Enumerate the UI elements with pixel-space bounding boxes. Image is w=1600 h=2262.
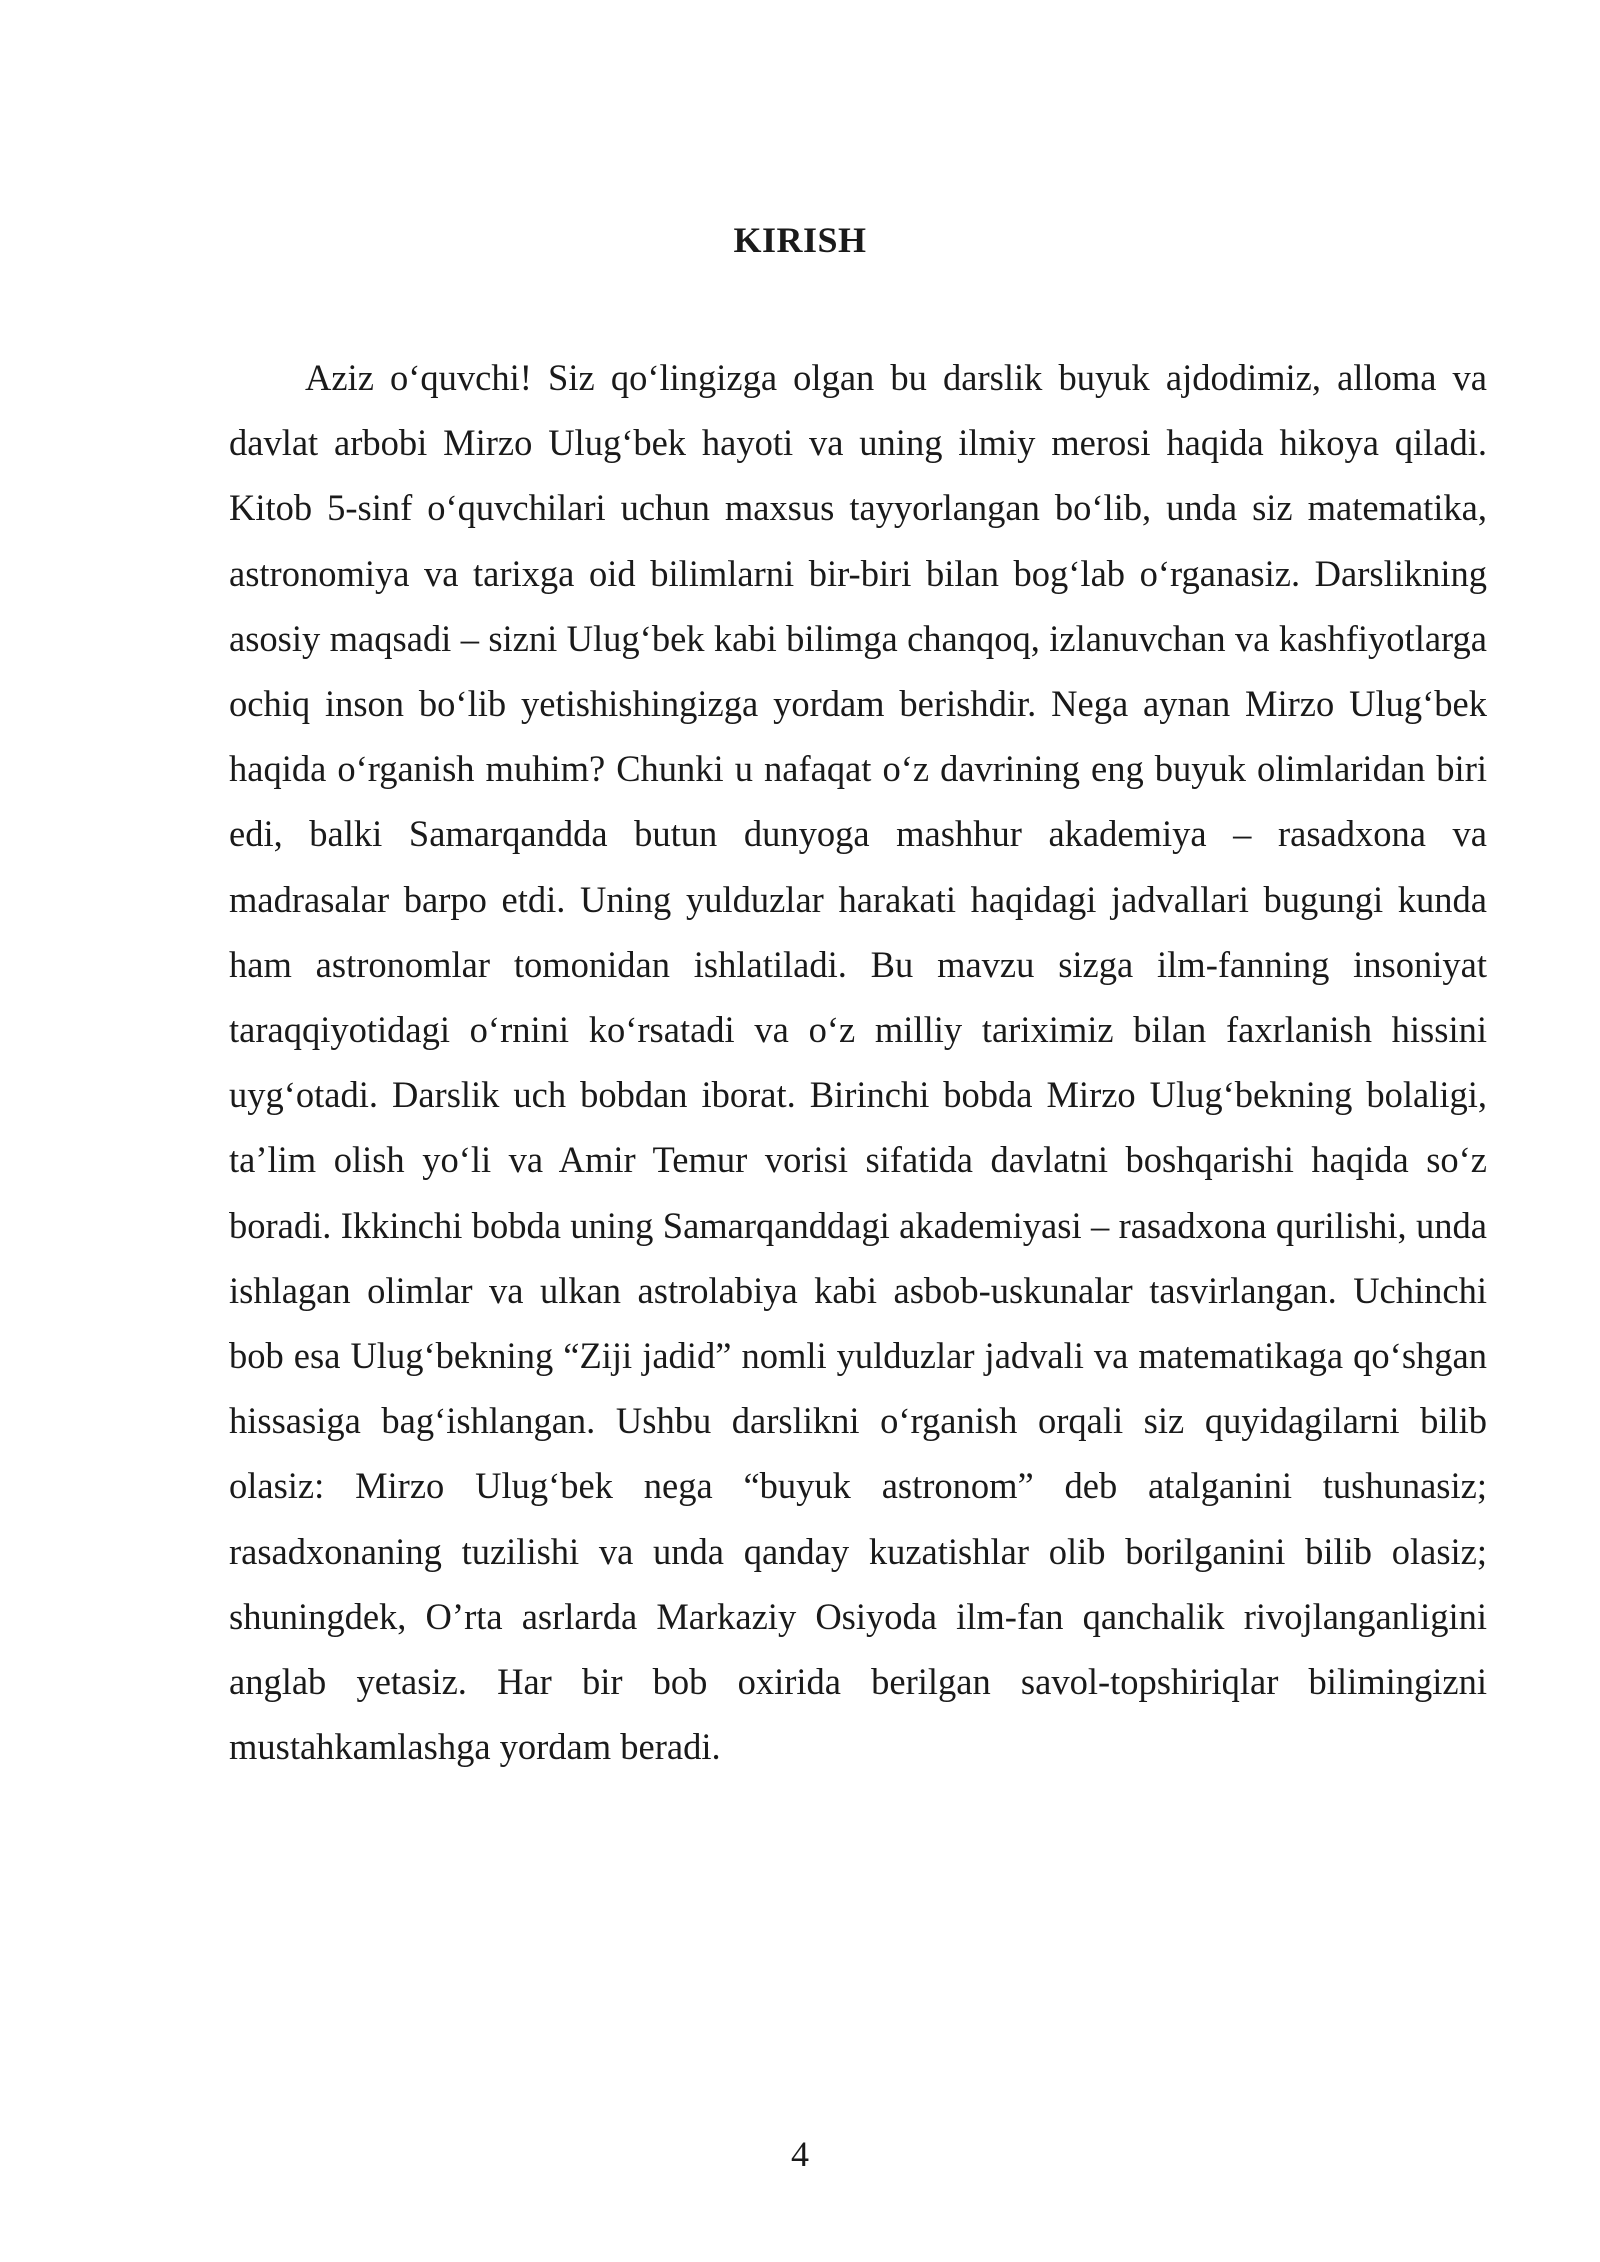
- introduction-paragraph: Aziz o‘quvchi! Siz qo‘lingizga olgan bu darslik buyuk ajdodimiz, alloma va davlat arbobi Mirzo Ulug‘bek hayoti va uning ilmiy merosi haqida hikoya qiladi. Kitob 5-sinf o‘quvchilari uchun maxsus tayyorlangan bo‘lib, unda siz matematika, astronomiya va tarixga oid bilimlarni bir-biri bilan bog‘lab o‘rganasiz. Darslikning asosiy maqsadi – sizni Ulug‘bek kabi bilimga chanqoq, izlanuvchan va kashfiyotlarga ochiq inson bo‘lib yetishishingizga yordam berishdir. Nega aynan Mirzo Ulug‘bek haqida o‘rganish muhim? Chunki u nafaqat o‘z davrining eng buyuk olimlaridan biri edi, balki Samarqandda butun dunyoga mashhur akademiya – rasadxona va madrasalar barpo etdi. Uning yulduzlar harakati haqidagi jadvallari bugungi kunda ham astronomlar tomonidan ishlatiladi. Bu mavzu sizga ilm-fanning insoniyat taraqqiyotidagi o‘rnini ko‘rsatadi va o‘z milliy tariximiz bilan faxrlanish hissini uyg‘otadi. Darslik uch bobdan iborat. Birinchi bobda Mirzo Ulug‘bekning bolaligi, ta’lim olish yo‘li va Amir Temur vorisi sifatida davlatni boshqarishi haqida so‘z boradi. Ikkinchi bobda uning Samarqanddagi akademiyasi – rasadxona qurilishi, unda ishlagan olimlar va ulkan astrolabiya kabi asbob-uskunalar tasvirlangan. Uchinchi bob esa Ulug‘bekning “Ziji jadid” nomli yulduzlar jadvali va matematikaga qo‘shgan hissasiga bag‘ishlangan. Ushbu darslikni o‘rganish orqali siz quyidagilarni bilib olasiz: Mirzo Ulug‘bek nega “buyuk astronom” deb atalganini tushunasiz; rasadxonaning tuzilishi va unda qanday kuzatishlar olib borilganini bilib olasiz; shuningdek, O’rta asrlarda Markaziy Osiyoda ilm-fan qanchalik rivojlanganligini anglab yetasiz. Har bir bob oxirida berilgan savol-topshiriqlar bilimingizni mustahkamlashga yordam beradi.: [229, 357, 1487, 1768]
- page-number: 4: [791, 2134, 809, 2174]
- chapter-heading: KIRISH: [733, 220, 867, 260]
